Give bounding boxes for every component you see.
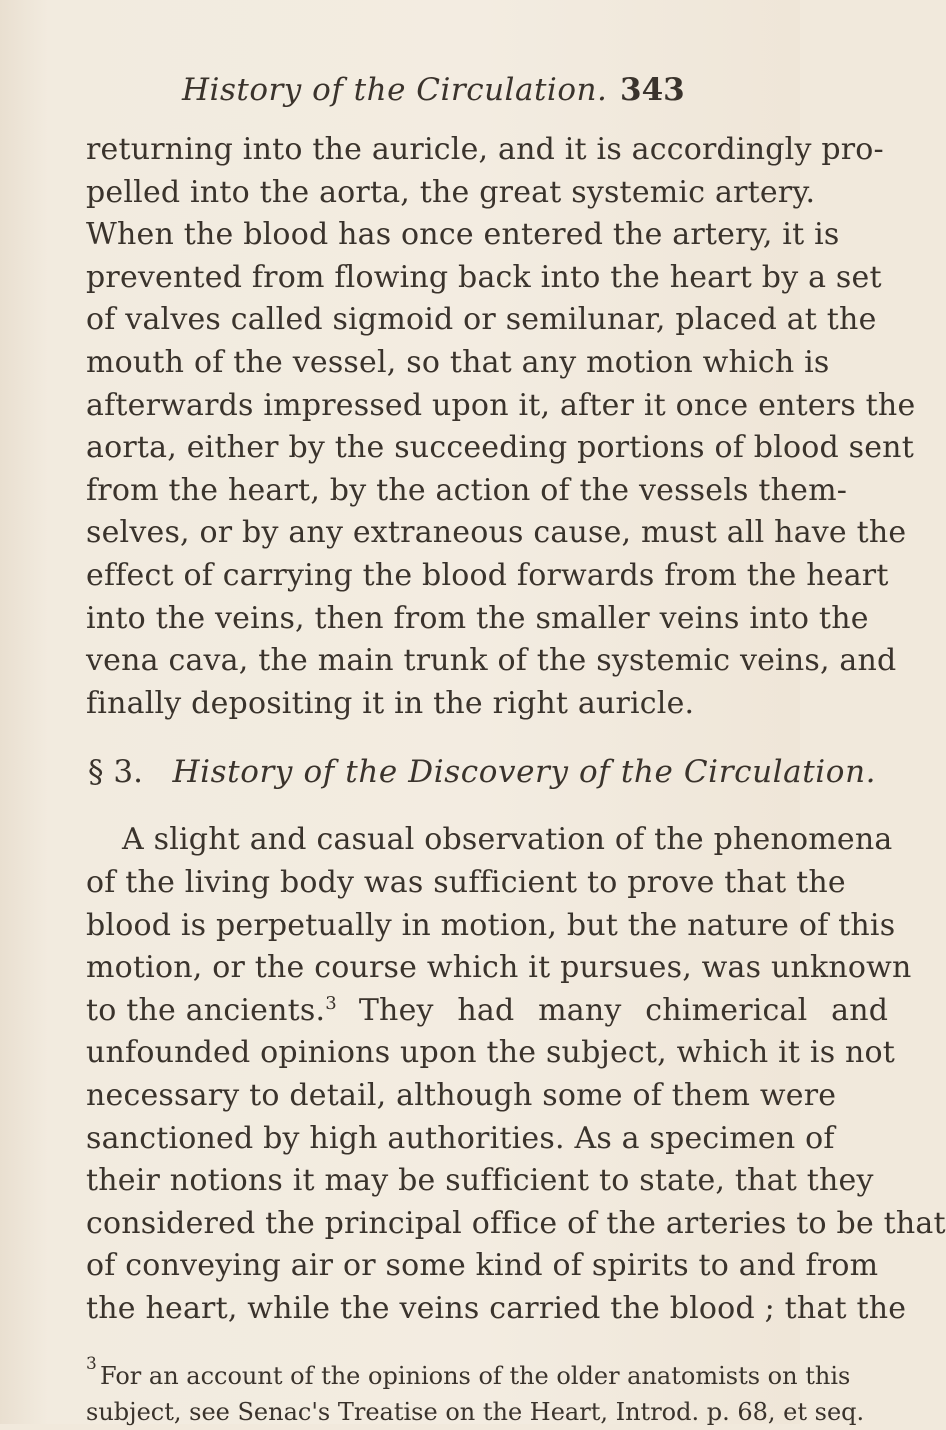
text-line: considered the principal office of the arteries to be that [86, 1205, 946, 1241]
text-line: vena cava, the main trunk of the systemic veins, and [86, 643, 897, 679]
text-line: of valves called sigmoid or semilunar, placed at the [86, 302, 877, 338]
footnote-reference: 3 [325, 992, 337, 1014]
text-line: unfounded opinions upon the subject, which it is not [86, 1035, 896, 1071]
text-line: returning into the auricle, and it is accordingly pro- [86, 132, 884, 167]
text-line: prevented from flowing back into the heart by a set [86, 259, 882, 295]
running-title: History of the Circulation. [182, 72, 608, 108]
page-number: 343 [620, 72, 685, 108]
text-line: from the heart, by the action of the vessels them- [86, 472, 848, 508]
footnote-marker: 3 [86, 1353, 97, 1374]
text-line: aorta, either by the succeeding portions of blood sent [86, 430, 914, 466]
section-title: History of the Discovery of the Circulation. [172, 754, 877, 791]
text-line: afterwards impressed upon it, after it once enters the [86, 387, 916, 423]
text-line: their notions it may be sufficient to state, that they [86, 1163, 874, 1199]
text-line: effect of carrying the blood forwards from the heart [86, 558, 889, 593]
text-line-with-footnote [86, 989, 889, 1033]
text-line: of conveying air or some kind of spirits to and from [86, 1248, 879, 1284]
footnote-line: For an account of the opinions of the older anatomists on this [100, 1361, 851, 1390]
text-line: mouth of the vessel, so that any motion which is [86, 345, 830, 380]
text-line: into the veins, then from the smaller veins into the [86, 600, 869, 636]
section-number: § 3. [88, 754, 143, 791]
footnote-line: subject, see Senac's Treatise on the Heart, Introd. p. 68, et seq. [86, 1397, 865, 1426]
text-line: When the blood has once entered the artery, it is [86, 217, 840, 253]
text-line: motion, or the course which it pursues, was unknown [86, 950, 912, 986]
text-segment: to the ancients. [86, 992, 326, 1028]
section-heading [88, 748, 876, 796]
text-line: necessary to detail, although some of them were [86, 1078, 837, 1113]
text-line: of the living body was sufficient to prove that the [86, 865, 846, 900]
text-line: A slight and casual observation of the phenomena [122, 822, 893, 858]
text-line: finally depositing it in the right auricle. [86, 685, 695, 721]
text-line: selves, or by any extraneous cause, must all have the [86, 515, 907, 551]
text-line: pelled into the aorta, the great systemic artery. [86, 174, 816, 210]
text-segment: They had many chimerical and [358, 992, 889, 1028]
text-line: sanctioned by high authorities. As a specimen of [86, 1120, 835, 1156]
text-line: the heart, while the veins carried the blood ; that the [86, 1291, 907, 1326]
running-head [0, 72, 800, 112]
text-line: blood is perpetually in motion, but the nature of this [86, 907, 896, 943]
